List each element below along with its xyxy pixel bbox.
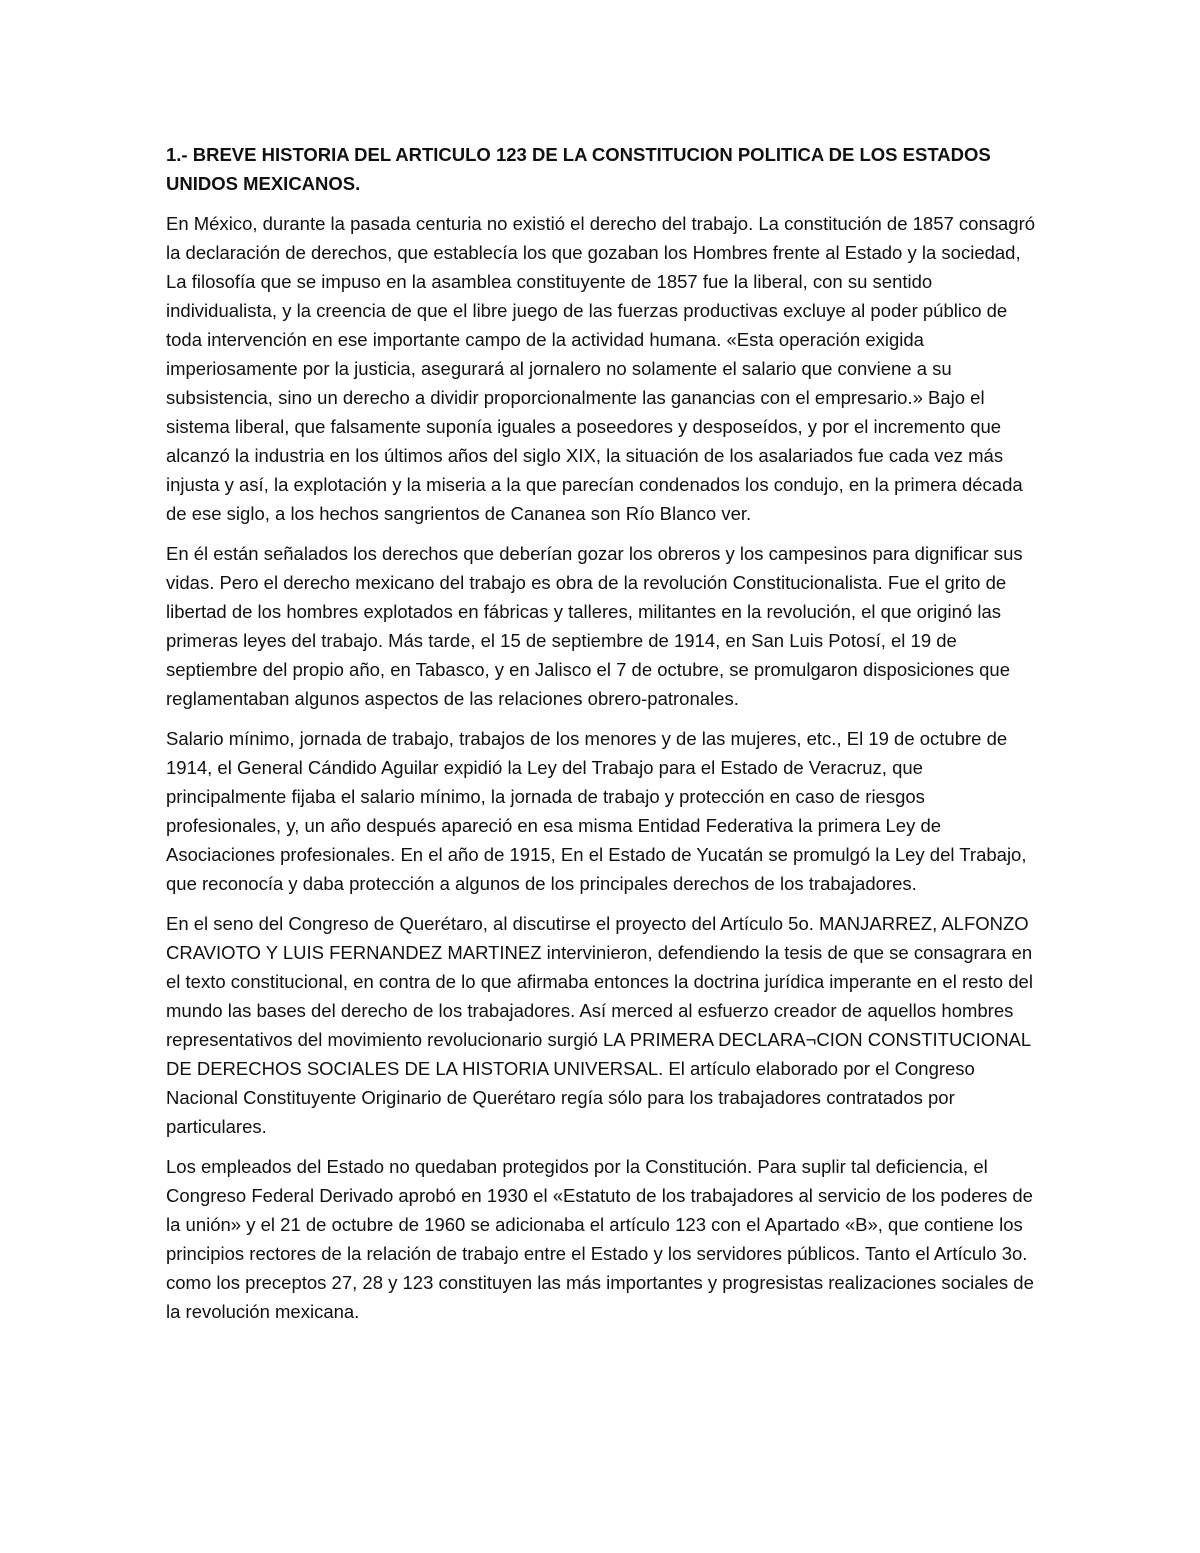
paragraph-2: En él están señalados los derechos que deberían gozar los obreros y los campesinos para dignificar sus vidas. Pero el derecho mexicano del trabajo es obra de la revolución Constitucionalista. Fue el grito de libertad de los hombres explotados en fábricas y talleres, militantes en la revolución, el que originó las primeras leyes del trabajo. Más tarde, el 15 de septiembre de 1914, en San Luis Potosí, el 19 de septiembre del propio año, en Tabasco, y en Jalisco el 7 de octubre, se promulgaron disposiciones que reglamentaban algunos aspectos de las relaciones obrero-patronales. — [166, 543, 1023, 709]
paragraph-5: Los empleados del Estado no quedaban protegidos por la Constitución. Para suplir tal deficiencia, el Congreso Federal Derivado aprobó en 1930 el «Estatuto de los trabajadores al servicio de los poderes de la unión» y el 21 de octubre de 1960 se adicionaba el artículo 123 con el Apartado «B», que contiene los principios rectores de la relación de trabajo entre el Estado y los servidores públicos. Tanto el Artículo 3o. como los preceptos 27, 28 y 123 constituyen las más importantes y progresistas realizaciones sociales de la revolución mexicana. — [166, 1156, 1034, 1322]
paragraph-4: En el seno del Congreso de Querétaro, al discutirse el proyecto del Artículo 5o. MANJARREZ, ALFONZO CRAVIOTO Y LUIS FERNANDEZ MARTINEZ intervinieron, defendiendo la tesis de que se consagrara en el texto constitucional, en contra de lo que afirmaba entonces la doctrina jurídica imperante en el resto del mundo las bases del derecho de los trabajadores. Así merced al esfuerzo creador de aquellos hombres representativos del movimiento revolucionario surgió LA PRIMERA DECLARA¬CION CONSTITUCIONAL DE DERECHOS SOCIALES DE LA HISTORIA UNIVERSAL. El artículo elaborado por el Congreso Nacional Constituyente Originario de Querétaro regía sólo para los trabajadores contratados por particulares. — [166, 913, 1033, 1137]
paragraph-1: En México, durante la pasada centuria no existió el derecho del trabajo. La constitución de 1857 consagró la declaración de derechos, que establecía los que gozaban los Hombres frente al Estado y la sociedad, La filosofía que se impuso en la asamblea constituyente de 1857 fue la liberal, con su sentido individualista, y la creencia de que el libre juego de las fuerzas productivas excluye al poder público de toda intervención en ese importante campo de la actividad humana. «Esta operación exigida imperiosamente por la justicia, asegurará al jornalero no solamente el salario que conviene a su subsistencia, sino un derecho a dividir proporcionalmente las ganancias con el empresario.» Bajo el sistema liberal, que falsamente suponía iguales a poseedores y desposeídos, y por el incremento que alcanzó la industria en los últimos años del siglo XIX, la situación de los asalariados fue cada vez más injusta y así, la explotación y la miseria a la que parecían condenados los condujo, en la primera década de ese siglo, a los hechos sangrientos de Cananea son Río Blanco ver. — [166, 213, 1036, 524]
document-heading: 1.- BREVE HISTORIA DEL ARTICULO 123 DE LA CONSTITUCION POLITICA DE LOS ESTADOS UNIDOS MEXICANOS. — [166, 144, 991, 194]
paragraph-3: Salario mínimo, jornada de trabajo, trabajos de los menores y de las mujeres, etc., El 19 de octubre de 1914, el General Cándido Aguilar expidió la Ley del Trabajo para el Estado de Veracruz, que principalmente fijaba el salario mínimo, la jornada de trabajo y protección en caso de riesgos profesionales, y, un año después apareció en esa misma Entidad Federativa la primera Ley de Asociaciones profesionales. En el año de 1915, En el Estado de Yucatán se promulgó la Ley del Trabajo, que reconocía y daba protección a algunos de los principales derechos de los trabajadores. — [166, 728, 1027, 894]
document-page — [166, 140, 1036, 1337]
